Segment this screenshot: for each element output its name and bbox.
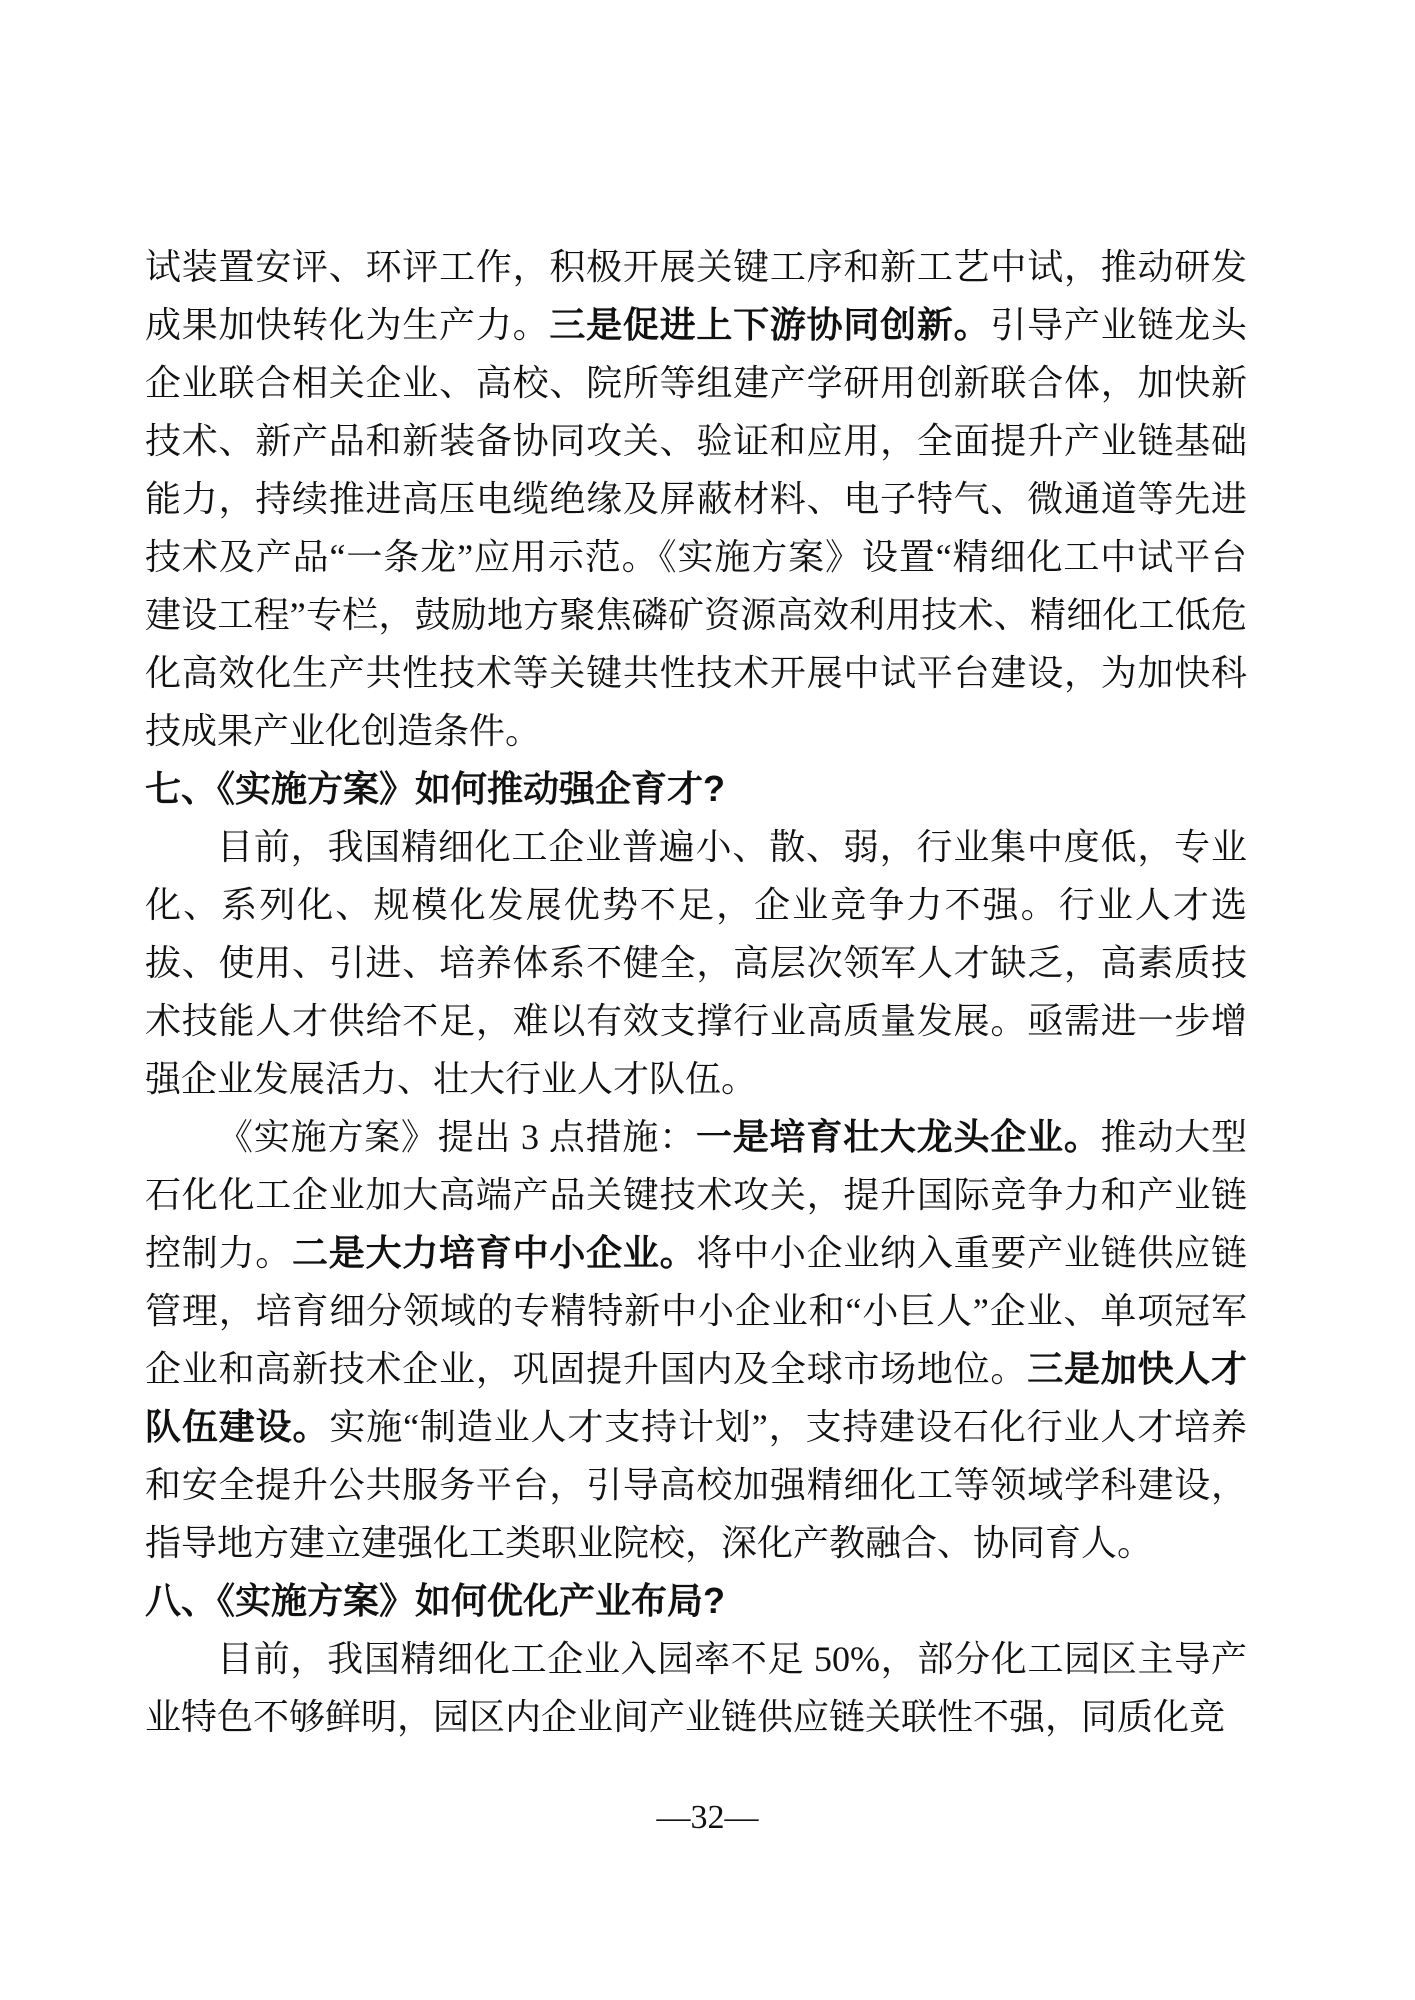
text-run: 目前，我国精细化工企业入园率不足 50%，部分化工园区主导产业特色不够鲜明，园区内企业间产业链供应链关联性不强，同质化竞	[145, 1639, 1247, 1737]
text-run: 将中小企业纳入重要产业链供应链管理，培育细分领域的专精特新中小企业和“小巨人”企业、单项冠军企业和高新技术企业，巩固提升国内及全球市场地位。	[145, 1233, 1247, 1389]
text-run: 《实施方案》提出 3 点措施：	[217, 1117, 696, 1157]
bold-text-run: 二是大力培育中小企业。	[292, 1232, 697, 1273]
paragraph-current-status-talent	[145, 818, 1247, 1108]
paragraph-continuation	[145, 238, 1247, 760]
text-run: 推动大型石化化工企业加大高端产品关键技术攻关，提升国际竞争力和产业链控制力。	[145, 1117, 1247, 1273]
section-heading-8: 八、《实施方案》如何优化产业布局?	[145, 1580, 725, 1621]
text-run: 引导产业链龙头企业联合相关企业、高校、院所等组建产学研用创新联合体，加快新技术、新产品和新装备协同攻关、验证和应用，全面提升产业链基础能力，持续推进高压电缆绝缘及屏蔽材料、电子特气、微通道等先进技术及产品“一条龙”应用示范。《实施方案》设置“精细化工中试平台建设工程”专栏，鼓励地方聚焦磷矿资源高效利用技术、精细化工低危化高效化生产共性技术等关键共性技术开展中试平台建设，为加快科技成果产业化创造条件。	[145, 305, 1247, 751]
paragraph-three-measures	[145, 1108, 1247, 1572]
section-heading-7: 七、《实施方案》如何推动强企育才?	[145, 768, 725, 809]
bold-text-run: 三是加快人才队伍建设。	[145, 1348, 1247, 1447]
text-run: 试装置安评、环评工作，积极开展关键工序和新工艺中试，推动研发成果加快转化为生产力。	[145, 247, 1247, 345]
bold-text-run: 一是培育壮大龙头企业。	[695, 1116, 1101, 1157]
paragraph-industrial-layout	[145, 1630, 1247, 1746]
page-number: —32—	[656, 1799, 759, 1836]
document-body	[145, 238, 1247, 1746]
text-run: 目前，我国精细化工企业普遍小、散、弱，行业集中度低，专业化、系列化、规模化发展优势不足，企业竞争力不强。行业人才选拔、使用、引进、培养体系不健全，高层次领军人才缺乏，高素质技术技能人才供给不足，难以有效支撑行业高质量发展。亟需进一步增强企业发展活力、壮大行业人才队伍。	[145, 827, 1247, 1099]
text-run: 实施“制造业人才支持计划”，支持建设石化行业人才培养和安全提升公共服务平台，引导高校加强精细化工等领域学科建设，指导地方建立建强化工类职业院校，深化产教融合、协同育人。	[145, 1407, 1247, 1563]
bold-text-run: 三是促进上下游协同创新。	[549, 304, 991, 345]
